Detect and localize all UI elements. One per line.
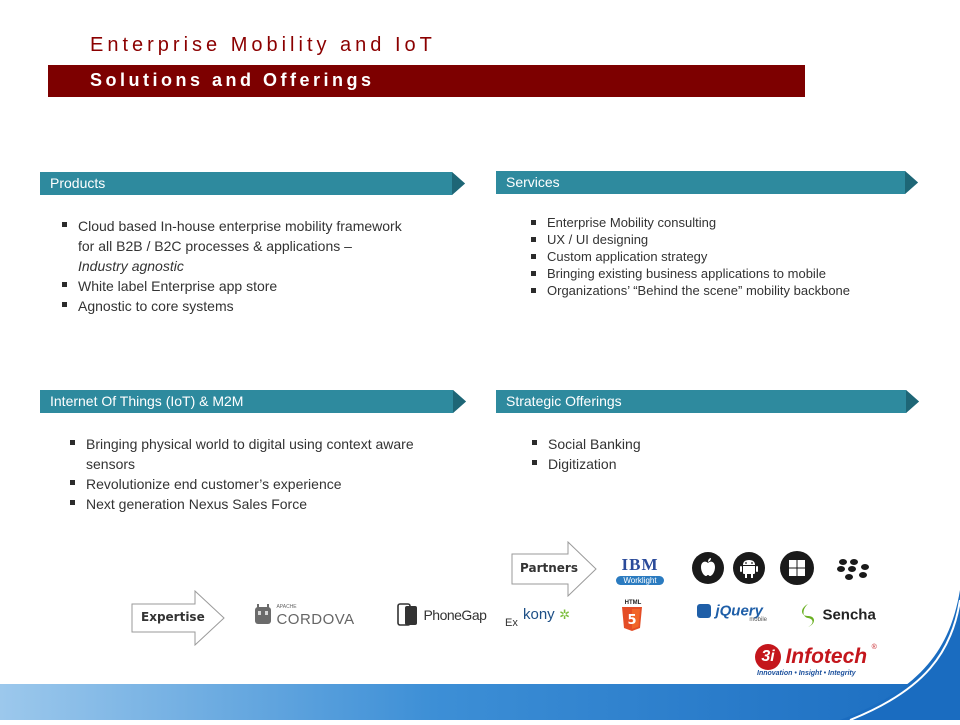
- list-item: Custom application strategy: [531, 248, 861, 265]
- partners-arrow: [511, 541, 597, 597]
- stray-ex-text: Ex: [505, 617, 518, 629]
- industry-agnostic-text: Industry agnostic: [78, 258, 184, 274]
- jquery-logo-text: jQuery: [715, 602, 763, 620]
- page-title: Enterprise Mobility and IoT: [90, 34, 436, 56]
- list-item: Digitization: [532, 454, 832, 474]
- page-subtitle: Solutions and Offerings: [90, 70, 375, 90]
- svg-text:5: 5: [627, 613, 637, 628]
- ibm-worklight-logo: [616, 555, 664, 585]
- brand-tagline: Innovation • Insight • Integrity: [757, 670, 856, 677]
- html5-shield-icon: [620, 606, 644, 632]
- expertise-arrow: [131, 590, 225, 646]
- apple-icon: [692, 552, 724, 589]
- services-label: Services: [506, 174, 560, 190]
- list-item: Cloud based In-house enterprise mobility framework for all B2B / B2C processes & applications – Industry agnostic: [62, 216, 402, 276]
- products-header: [40, 172, 465, 195]
- iot-label: Internet Of Things (IoT) & M2M: [50, 393, 244, 409]
- cordova-apache-text: APACHE: [276, 604, 297, 610]
- products-label: Products: [50, 175, 106, 191]
- list-item: Agnostic to core systems: [62, 296, 402, 316]
- brand-name: Infotech: [785, 645, 868, 668]
- iot-header: [40, 390, 466, 413]
- kony-sparkle-icon: ✲: [559, 607, 571, 622]
- strategic-label: Strategic Offerings: [506, 393, 622, 409]
- html5-logo: [620, 600, 646, 637]
- worklight-logo-text: Worklight: [616, 576, 664, 585]
- windows-icon: [780, 551, 814, 590]
- ibm-logo-text: IBM: [621, 555, 659, 574]
- list-item: Enterprise Mobility consulting: [531, 214, 861, 231]
- list-item: White label Enterprise app store: [62, 276, 402, 296]
- sencha-logo-text: Sencha: [822, 606, 876, 624]
- phonegap-phone-icon: [397, 603, 419, 627]
- registered-mark: ®: [871, 644, 877, 651]
- expertise-label: Expertise: [141, 610, 205, 624]
- list-item: UX / UI designing: [531, 231, 861, 248]
- list-item: Social Banking: [532, 434, 832, 454]
- brand-logo: [755, 644, 885, 677]
- list-item: Bringing existing business applications to mobile: [531, 265, 861, 282]
- html5-logo-text: HTML: [624, 600, 642, 606]
- products-list: [62, 216, 402, 316]
- jquery-mobile-text: mobile: [749, 617, 767, 623]
- strategic-list: [532, 434, 832, 474]
- services-list: [531, 214, 861, 299]
- services-header: [496, 171, 918, 194]
- strategic-header: [496, 390, 919, 413]
- list-item: Organizations’ “Behind the scene” mobility backbone: [531, 282, 861, 299]
- cordova-logo-text: CORDOVA: [276, 611, 355, 628]
- iot-list: [70, 434, 440, 514]
- android-icon: [733, 552, 765, 589]
- jquery-swirl-icon: [697, 604, 711, 618]
- cordova-logo: [254, 603, 355, 627]
- phonegap-logo: [397, 603, 486, 627]
- list-item: Bringing physical world to digital using context aware sensors: [70, 434, 440, 474]
- list-item: Revolutionize end customer’s experience: [70, 474, 440, 494]
- jquery-mobile-logo: [697, 602, 767, 623]
- kony-logo: [523, 606, 570, 624]
- brand-prefix: 3i: [755, 644, 781, 670]
- list-item: Next generation Nexus Sales Force: [70, 494, 440, 514]
- phonegap-logo-text: PhoneGap: [423, 607, 487, 623]
- cordova-robot-icon: [254, 604, 272, 626]
- kony-logo-text: kony: [523, 606, 555, 623]
- partners-label: Partners: [520, 561, 578, 575]
- blackberry-icon: [834, 557, 872, 588]
